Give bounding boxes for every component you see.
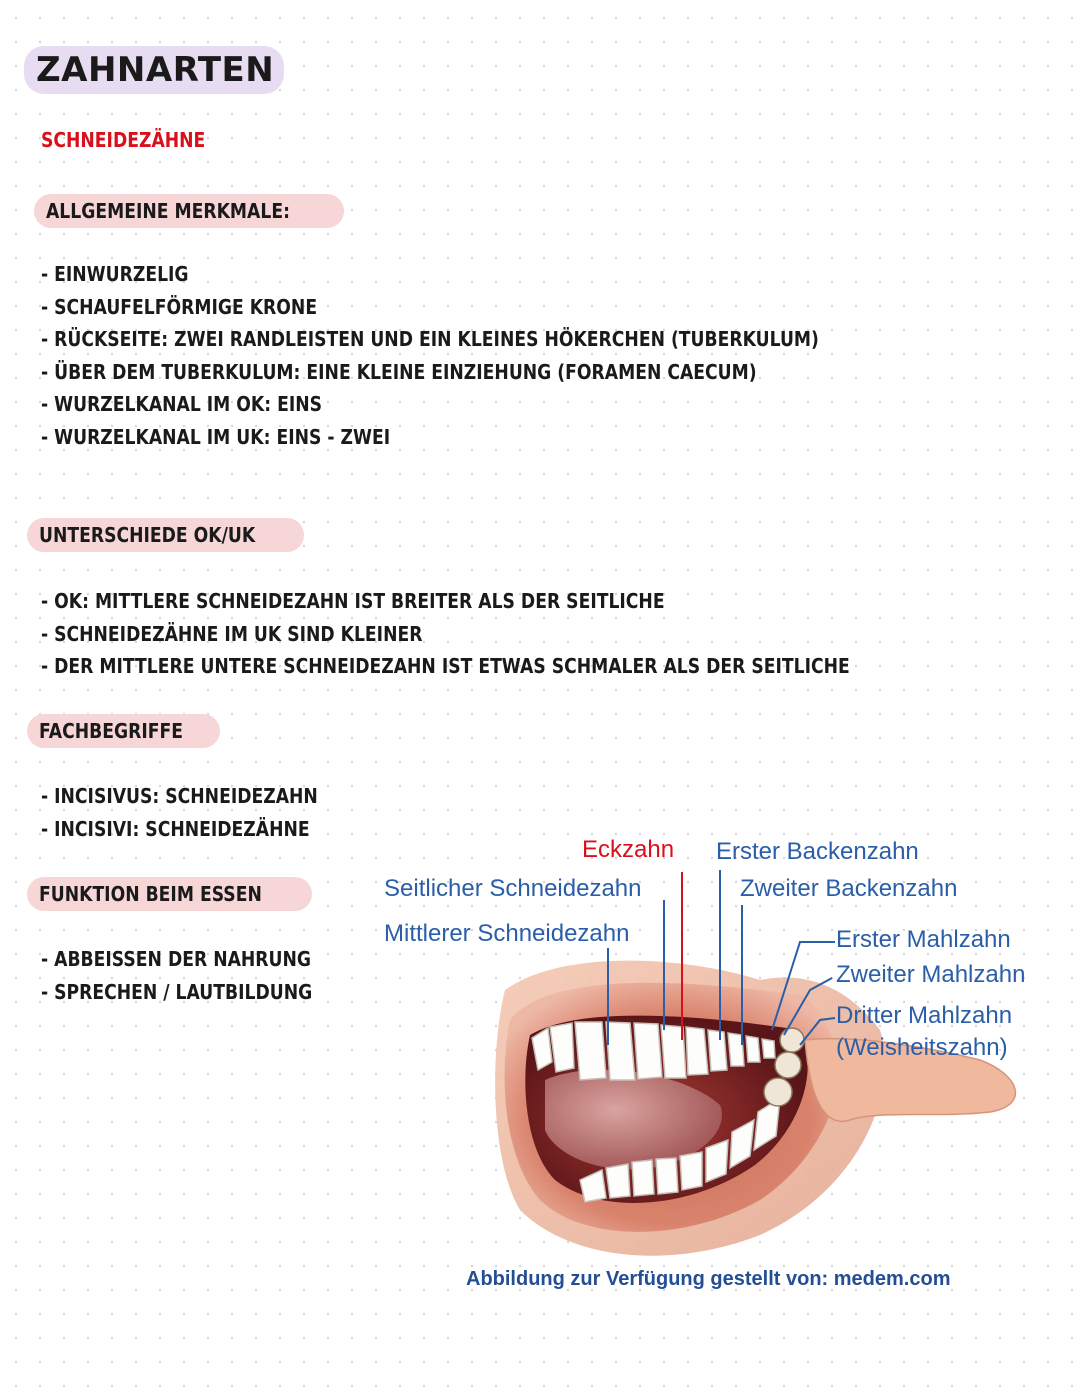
page-title: ZAHNARTEN	[24, 46, 284, 94]
label-erster-mahlzahn: Erster Mahlzahn	[836, 926, 1011, 953]
list-item: - SCHNEIDEZÄHNE IM UK SIND KLEINER	[41, 621, 423, 646]
heading-funktion: FUNKTION BEIM ESSEN	[27, 877, 312, 911]
list-item: - INCISIVUS: SCHNEIDEZAHN	[41, 784, 318, 808]
list-item: - SCHAUFELFÖRMIGE KRONE	[41, 294, 318, 319]
list-item: - RÜCKSEITE: ZWEI RANDLEISTEN UND EIN KLEINES HÖKERCHEN (TUBERKULUM)	[41, 327, 819, 352]
image-caption: Abbildung zur Verfügung gestellt von: medem.com	[466, 1268, 951, 1290]
heading-fachbegriffe: FACHBEGRIFFE	[27, 714, 220, 748]
list-item: - WURZELKANAL IM UK: EINS - ZWEI	[41, 424, 391, 449]
label-weisheitszahn: (Weisheitszahn)	[836, 1034, 1008, 1061]
list-item: - WURZELKANAL IM OK: EINS	[41, 392, 323, 417]
label-seitlicher-schneidezahn: Seitlicher Schneidezahn	[384, 875, 642, 902]
list-unterschiede	[41, 585, 981, 683]
label-erster-backenzahn: Erster Backenzahn	[716, 838, 919, 865]
list-allgemeine-merkmale	[41, 258, 946, 454]
list-fachbegriffe	[41, 780, 363, 845]
label-mittlerer-schneidezahn: Mittlerer Schneidezahn	[384, 920, 630, 947]
heading-unterschiede: UNTERSCHIEDE OK/UK	[27, 518, 304, 552]
label-zweiter-backenzahn: Zweiter Backenzahn	[740, 875, 958, 902]
list-item: - ABBEISSEN DER NAHRUNG	[41, 947, 312, 971]
teeth-diagram	[380, 830, 1060, 1300]
section-subtitle: SCHNEIDEZÄHNE	[41, 128, 206, 152]
list-item: - EINWURZELIG	[41, 262, 189, 286]
label-zweiter-mahlzahn: Zweiter Mahlzahn	[836, 961, 1026, 988]
list-funktion	[41, 943, 356, 1008]
list-item: - DER MITTLERE UNTERE SCHNEIDEZAHN IST ETWAS SCHMALER ALS DER SEITLICHE	[41, 654, 850, 679]
heading-allgemeine-merkmale: ALLGEMEINE MERKMALE:	[34, 194, 344, 228]
list-item: - SPRECHEN / LAUTBILDUNG	[41, 979, 313, 1004]
list-item: - ÜBER DEM TUBERKULUM: EINE KLEINE EINZIEHUNG (FORAMEN CAECUM)	[41, 359, 757, 384]
list-item: - OK: MITTLERE SCHNEIDEZAHN IST BREITER ALS DER SEITLICHE	[41, 589, 665, 613]
label-eckzahn: Eckzahn	[582, 836, 675, 863]
list-item: - INCISIVI: SCHNEIDEZÄHNE	[41, 816, 310, 841]
label-dritter-mahlzahn: Dritter Mahlzahn	[836, 1002, 1013, 1029]
